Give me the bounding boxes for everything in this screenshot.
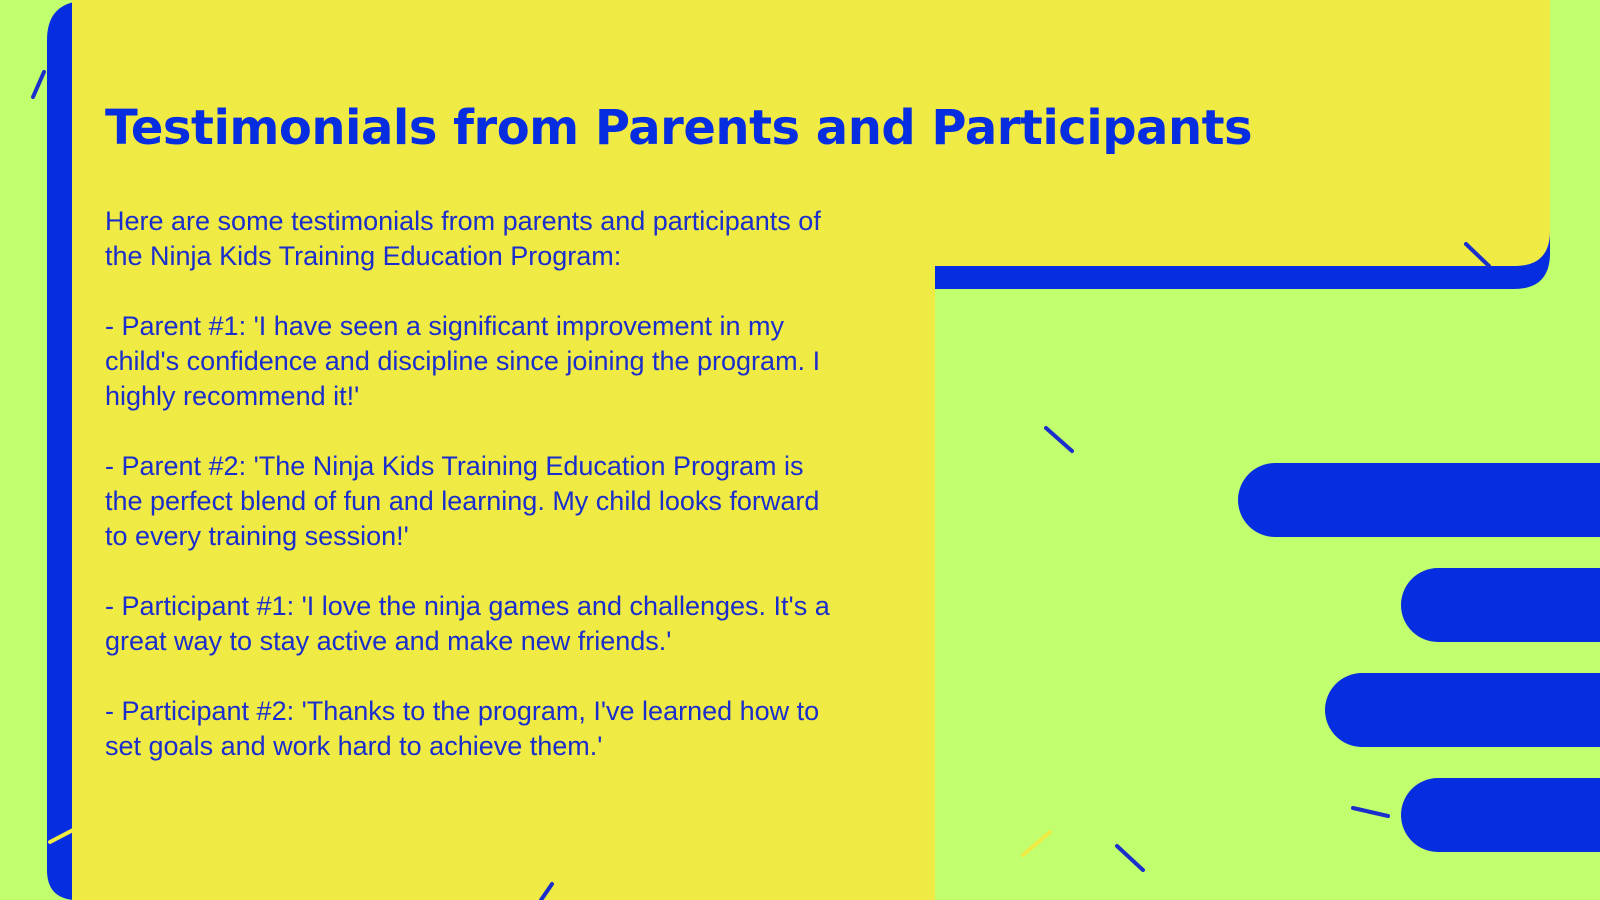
- testimonial-parent-2: - Parent #2: 'The Ninja Kids Training Education Program is the perfect blend of fun and learning. My child looks forward to every training session!': [105, 451, 820, 551]
- blue-pill-4: [1401, 778, 1600, 852]
- panel-left-border: [47, 2, 74, 900]
- testimonials-body: [105, 204, 835, 764]
- testimonial-parent-1: - Parent #1: 'I have seen a significant improvement in my child's confidence and discipline since joining the program. I highly recommend it!': [105, 311, 821, 411]
- testimonial-participant-1: - Participant #1: 'I love the ninja games and challenges. It's a great way to stay active and make new friends.': [105, 591, 830, 656]
- testimonial-participant-2: - Participant #2: 'Thanks to the program, I've learned how to set goals and work hard to achieve them.': [105, 696, 820, 761]
- blue-pill-3: [1325, 673, 1600, 747]
- blue-pill-1: [1238, 463, 1600, 537]
- blue-pill-2: [1401, 568, 1600, 642]
- slide-title: Testimonials from Parents and Participants: [105, 100, 1253, 156]
- intro-paragraph: Here are some testimonials from parents and participants of the Ninja Kids Training Education Program:: [105, 206, 821, 271]
